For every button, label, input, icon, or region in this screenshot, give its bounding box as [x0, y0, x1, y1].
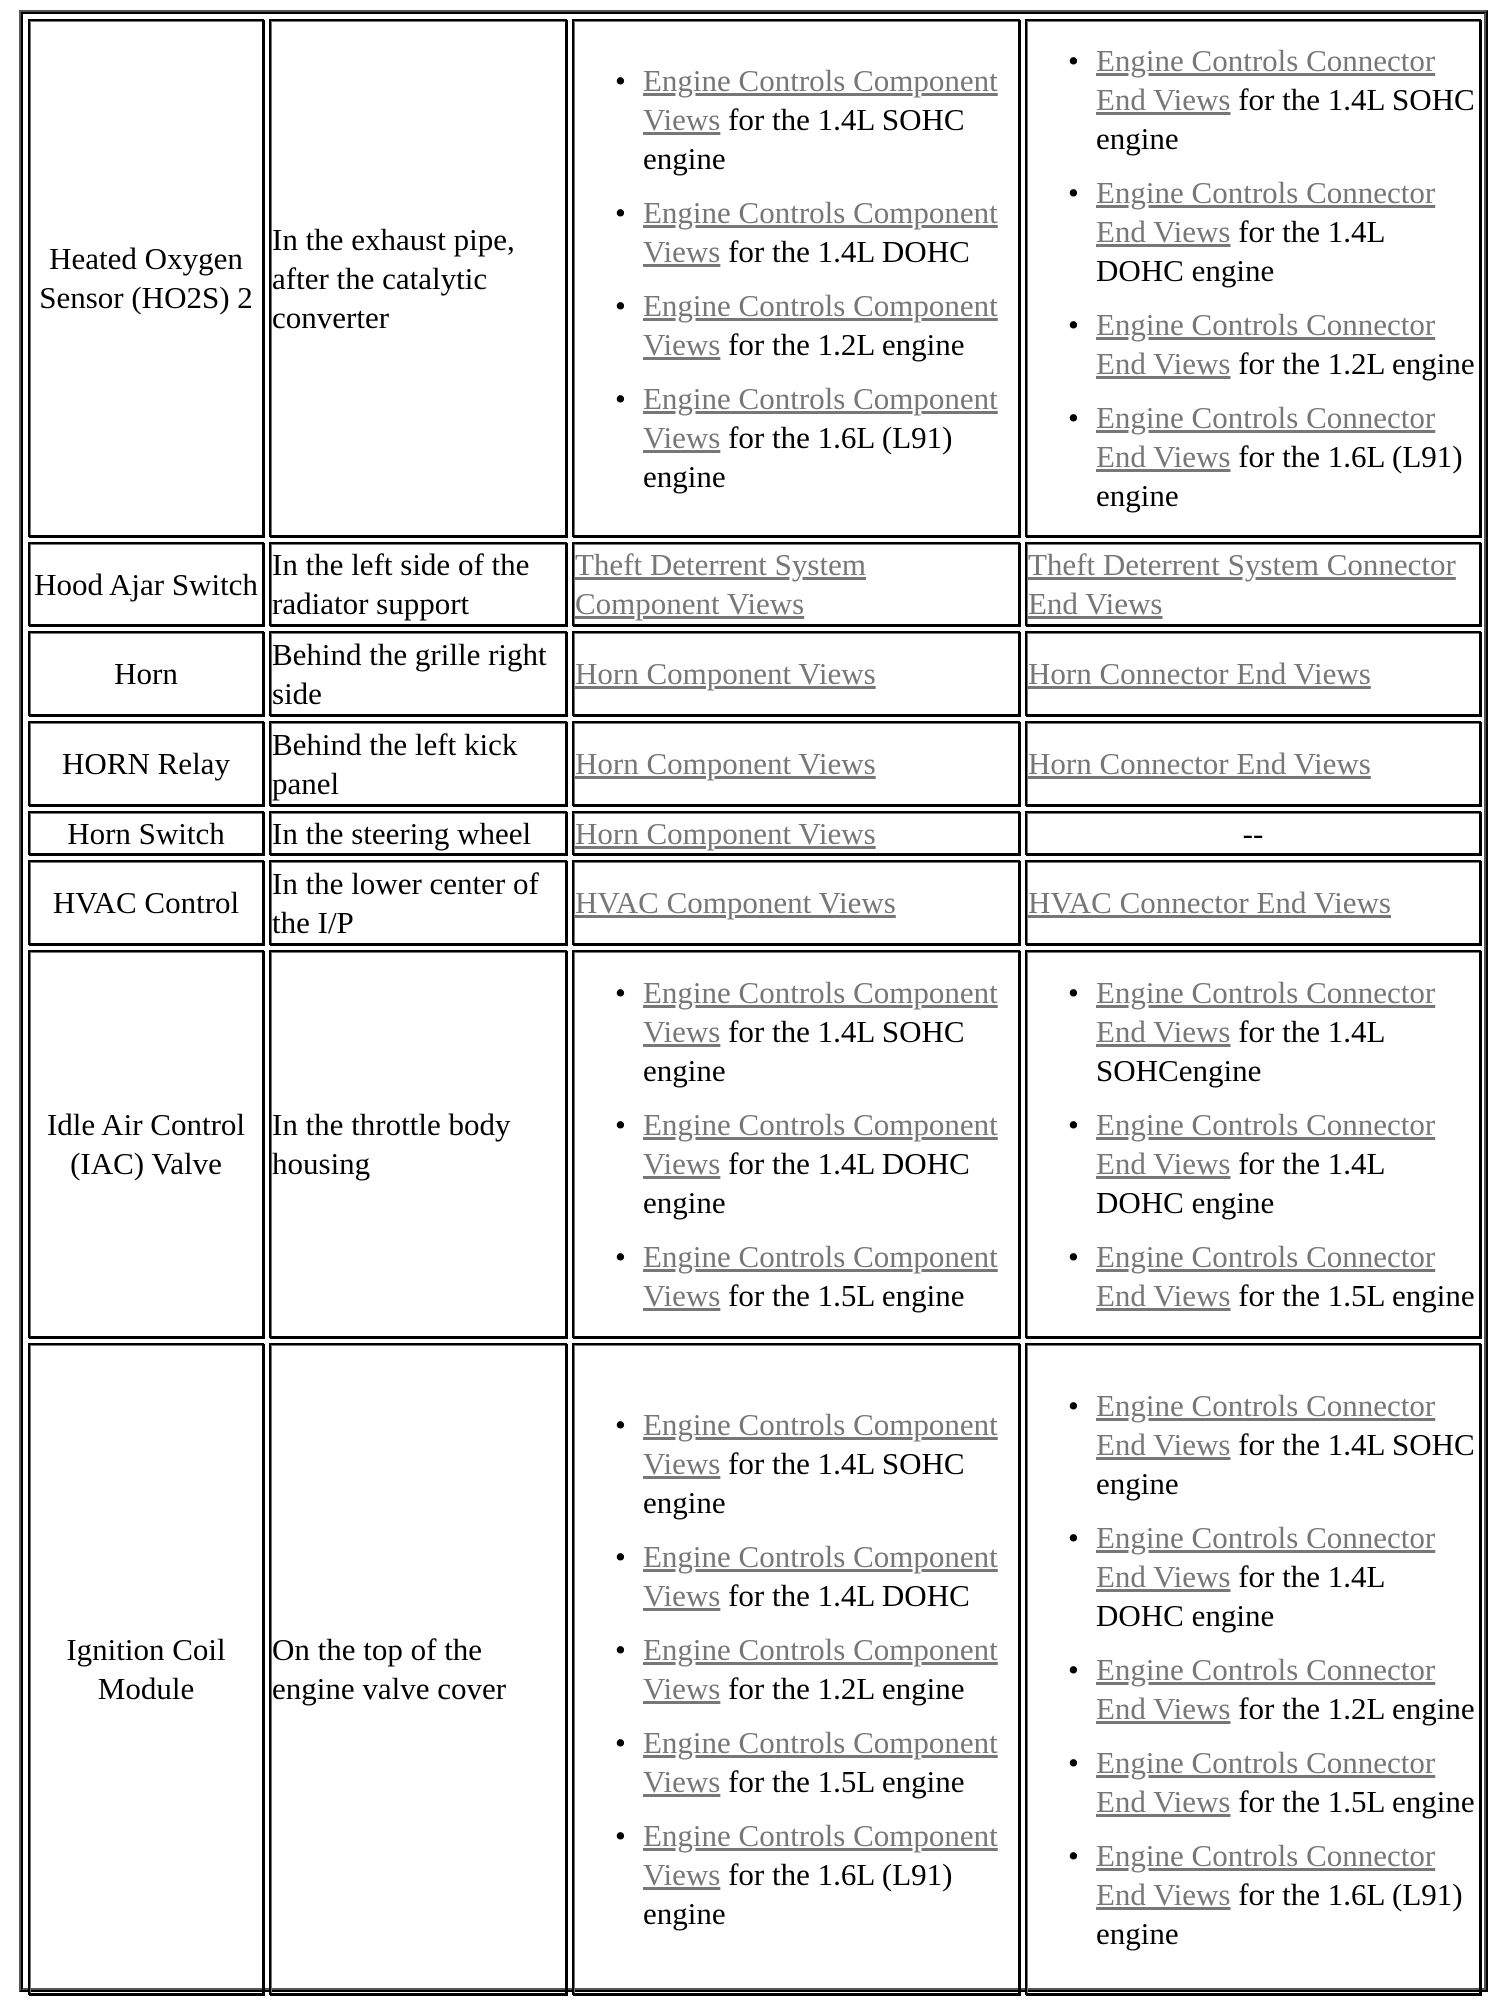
connector-view-link[interactable]: Engine Controls Connector End Views [1096, 1837, 1436, 1912]
connector-view-link[interactable]: Horn Connector End Views [1028, 656, 1371, 691]
table-row [28, 811, 1481, 855]
list-item [1068, 973, 1478, 1090]
connector-view-suffix: for the 1.4L SOHC engine [1096, 82, 1475, 156]
component-view-suffix: for the 1.4L SOHC engine [643, 1014, 965, 1088]
component-location-cell: In the left side of the radiator support [269, 542, 567, 626]
bullet-icon: • [615, 287, 626, 323]
connector-view-list [1028, 1386, 1478, 1953]
component-name-cell: Horn Switch [28, 811, 264, 855]
bullet-icon: • [615, 975, 626, 1010]
component-view-list [575, 1405, 1017, 1933]
connector-view-suffix: for the 1.4L DOHC engine [1096, 1146, 1385, 1220]
component-view-suffix: for the 1.2L engine [720, 1671, 965, 1706]
component-view-suffix: for the 1.6L (L91) engine [643, 419, 953, 494]
bullet-icon: • [615, 380, 626, 416]
connector-view-suffix: for the 1.4L DOHC engine [1096, 1558, 1385, 1633]
component-view-link[interactable]: Engine Controls Component Views [643, 1539, 998, 1613]
bullet-icon: • [615, 1107, 626, 1142]
connector-view-suffix: for the 1.4L SOHCengine [1096, 1014, 1385, 1088]
list-item [615, 286, 1017, 364]
list-item [1068, 1105, 1478, 1222]
component-views-cell [572, 631, 1020, 716]
table-row [28, 542, 1481, 626]
component-view-link[interactable]: Engine Controls Component Views [643, 975, 998, 1049]
bullet-icon: • [615, 1725, 626, 1760]
connector-views-cell [1025, 950, 1481, 1338]
connector-view-link[interactable]: Horn Connector End Views [1028, 746, 1371, 781]
component-name-cell: Ignition Coil Module [28, 1343, 264, 1995]
connector-view-link[interactable]: Engine Controls Connector End Views [1096, 307, 1436, 381]
connector-view-suffix: for the 1.4L DOHC engine [1096, 214, 1385, 288]
component-view-link[interactable]: Engine Controls Component Views [643, 62, 998, 137]
list-item [1068, 173, 1478, 290]
list-item [615, 1237, 1017, 1315]
component-views-cell [572, 811, 1020, 855]
component-view-suffix: for the 1.2L engine [720, 326, 965, 362]
component-location-cell: In the steering wheel [269, 811, 567, 855]
connector-view-link[interactable]: Engine Controls Connector End Views [1096, 400, 1436, 474]
bullet-icon: • [1068, 975, 1079, 1010]
list-item [615, 61, 1017, 178]
bullet-icon: • [615, 1818, 626, 1853]
bullet-icon: • [1068, 1744, 1079, 1780]
connector-view-suffix: for the 1.6L (L91) engine [1096, 1876, 1463, 1951]
list-item [1068, 1386, 1478, 1503]
component-view-suffix: for the 1.5L engine [720, 1278, 965, 1313]
component-location-cell: Behind the grille right side [269, 631, 567, 716]
bullet-icon: • [1068, 1387, 1079, 1423]
component-view-link[interactable]: Engine Controls Component Views [643, 1725, 998, 1799]
connector-view-suffix: for the 1.5L engine [1230, 1783, 1475, 1819]
connector-views-cell [1025, 721, 1481, 806]
table-row [28, 721, 1481, 806]
component-locator-table-frame [19, 10, 1488, 1992]
list-item [1068, 1237, 1478, 1315]
bullet-icon: • [1068, 1239, 1079, 1274]
list-item [615, 193, 1017, 271]
bullet-icon: • [1068, 175, 1079, 210]
component-views-cell [572, 950, 1020, 1338]
component-location-cell: In the exhaust pipe, after the catalytic converter [269, 19, 567, 537]
bullet-icon: • [615, 1539, 626, 1574]
component-name-cell: Horn [28, 631, 264, 716]
component-location-cell: Behind the left kick panel [269, 721, 567, 806]
component-view-link[interactable]: Engine Controls Component Views [643, 1407, 998, 1481]
component-view-link[interactable]: Engine Controls Component Views [643, 1632, 998, 1706]
component-view-link[interactable]: Engine Controls Component Views [643, 380, 998, 455]
component-view-link[interactable]: Horn Component Views [575, 746, 876, 781]
connector-view-suffix: for the 1.2L engine [1230, 1690, 1475, 1726]
component-view-list [575, 973, 1017, 1315]
component-name-cell: Hood Ajar Switch [28, 542, 264, 626]
component-views-cell [572, 19, 1020, 537]
connector-view-link[interactable]: HVAC Connector End Views [1028, 885, 1391, 920]
connector-view-link[interactable]: Engine Controls Connector End Views [1096, 1107, 1436, 1181]
bullet-icon: • [615, 194, 626, 230]
list-item [1068, 1836, 1478, 1953]
component-view-suffix: for the 1.4L DOHC [720, 233, 970, 269]
list-item [1068, 1650, 1478, 1728]
list-item [1068, 1518, 1478, 1635]
component-view-suffix: for the 1.6L (L91) engine [643, 1857, 953, 1931]
component-view-link[interactable]: Horn Component Views [575, 656, 876, 691]
connector-view-link[interactable]: Engine Controls Connector End Views [1096, 1387, 1436, 1462]
list-item [1068, 398, 1478, 515]
component-locator-table [23, 14, 1486, 2000]
component-view-suffix: for the 1.5L engine [720, 1764, 965, 1799]
table-row [28, 631, 1481, 716]
list-item [615, 379, 1017, 496]
component-view-suffix: for the 1.4L DOHC engine [643, 1146, 970, 1220]
connector-view-list [1028, 41, 1478, 515]
connector-views-cell [1025, 19, 1481, 537]
connector-view-suffix: for the 1.4L SOHC engine [1096, 1426, 1475, 1501]
bullet-icon: • [1068, 1107, 1079, 1142]
list-item [1068, 41, 1478, 158]
bullet-icon: • [615, 62, 626, 98]
bullet-icon: • [615, 1239, 626, 1274]
component-view-suffix: for the 1.4L SOHC engine [643, 101, 965, 176]
connector-views-cell: -- [1025, 811, 1481, 855]
component-views-cell [572, 542, 1020, 626]
component-view-link[interactable]: Engine Controls Component Views [643, 194, 998, 269]
component-view-list [575, 61, 1017, 496]
bullet-icon: • [1068, 307, 1079, 342]
component-name-cell: Idle Air Control (IAC) Valve [28, 950, 264, 1338]
list-item [615, 1537, 1017, 1615]
component-location-cell: On the top of the engine valve cover [269, 1343, 567, 1995]
component-view-link[interactable]: Engine Controls Component Views [643, 1239, 998, 1313]
bullet-icon: • [615, 1407, 626, 1442]
component-view-link[interactable]: Theft Deterrent System Component Views [575, 547, 866, 621]
component-name-cell: Heated Oxygen Sensor (HO2S) 2 [28, 19, 264, 537]
table-row [28, 1343, 1481, 1995]
component-views-cell [572, 1343, 1020, 1995]
component-view-link[interactable]: Horn Component Views [575, 815, 876, 851]
component-view-suffix: for the 1.4L DOHC [720, 1578, 970, 1613]
component-view-suffix: for the 1.4L SOHC engine [643, 1446, 965, 1520]
component-view-link[interactable]: HVAC Component Views [575, 885, 896, 920]
list-item [615, 973, 1017, 1090]
connector-view-link[interactable]: Engine Controls Connector End Views [1096, 1519, 1436, 1594]
connector-view-suffix: for the 1.5L engine [1230, 1278, 1475, 1313]
component-name-cell: HORN Relay [28, 721, 264, 806]
list-item [615, 1105, 1017, 1222]
connector-views-cell [1025, 542, 1481, 626]
list-item [615, 1723, 1017, 1801]
connector-views-cell [1025, 860, 1481, 945]
bullet-icon: • [1068, 1651, 1079, 1687]
component-views-cell [572, 721, 1020, 806]
component-name-cell: HVAC Control [28, 860, 264, 945]
connector-view-link[interactable]: Engine Controls Connector End Views [1096, 975, 1436, 1049]
bullet-icon: • [1068, 400, 1079, 435]
component-views-cell [572, 860, 1020, 945]
component-view-link[interactable]: Engine Controls Component Views [643, 1818, 998, 1892]
connector-view-link[interactable]: Engine Controls Connector End Views [1096, 1239, 1436, 1313]
component-view-link[interactable]: Engine Controls Component Views [643, 287, 998, 362]
bullet-icon: • [1068, 1837, 1079, 1873]
bullet-icon: • [1068, 43, 1079, 78]
connector-view-link[interactable]: Engine Controls Connector End Views [1096, 1651, 1436, 1726]
component-location-cell: In the throttle body housing [269, 950, 567, 1338]
connector-view-suffix: for the 1.6L (L91) engine [1096, 439, 1463, 513]
table-row [28, 950, 1481, 1338]
connector-views-cell [1025, 1343, 1481, 1995]
list-item [615, 1405, 1017, 1522]
component-location-cell: In the lower center of the I/P [269, 860, 567, 945]
table-row [28, 19, 1481, 537]
list-item [1068, 1743, 1478, 1821]
list-item [615, 1816, 1017, 1933]
bullet-icon: • [1068, 1519, 1079, 1555]
connector-view-link[interactable]: Theft Deterrent System Connector End Views [1028, 547, 1456, 621]
connector-view-link[interactable]: Engine Controls Connector End Views [1096, 43, 1436, 117]
list-item [615, 1630, 1017, 1708]
component-view-link[interactable]: Engine Controls Component Views [643, 1107, 998, 1181]
bullet-icon: • [615, 1632, 626, 1667]
connector-views-cell [1025, 631, 1481, 716]
connector-view-suffix: for the 1.2L engine [1230, 346, 1475, 381]
connector-view-link[interactable]: Engine Controls Connector End Views [1096, 1744, 1436, 1819]
connector-view-list [1028, 973, 1478, 1315]
connector-view-link[interactable]: Engine Controls Connector End Views [1096, 175, 1436, 249]
table-row [28, 860, 1481, 945]
list-item [1068, 305, 1478, 383]
